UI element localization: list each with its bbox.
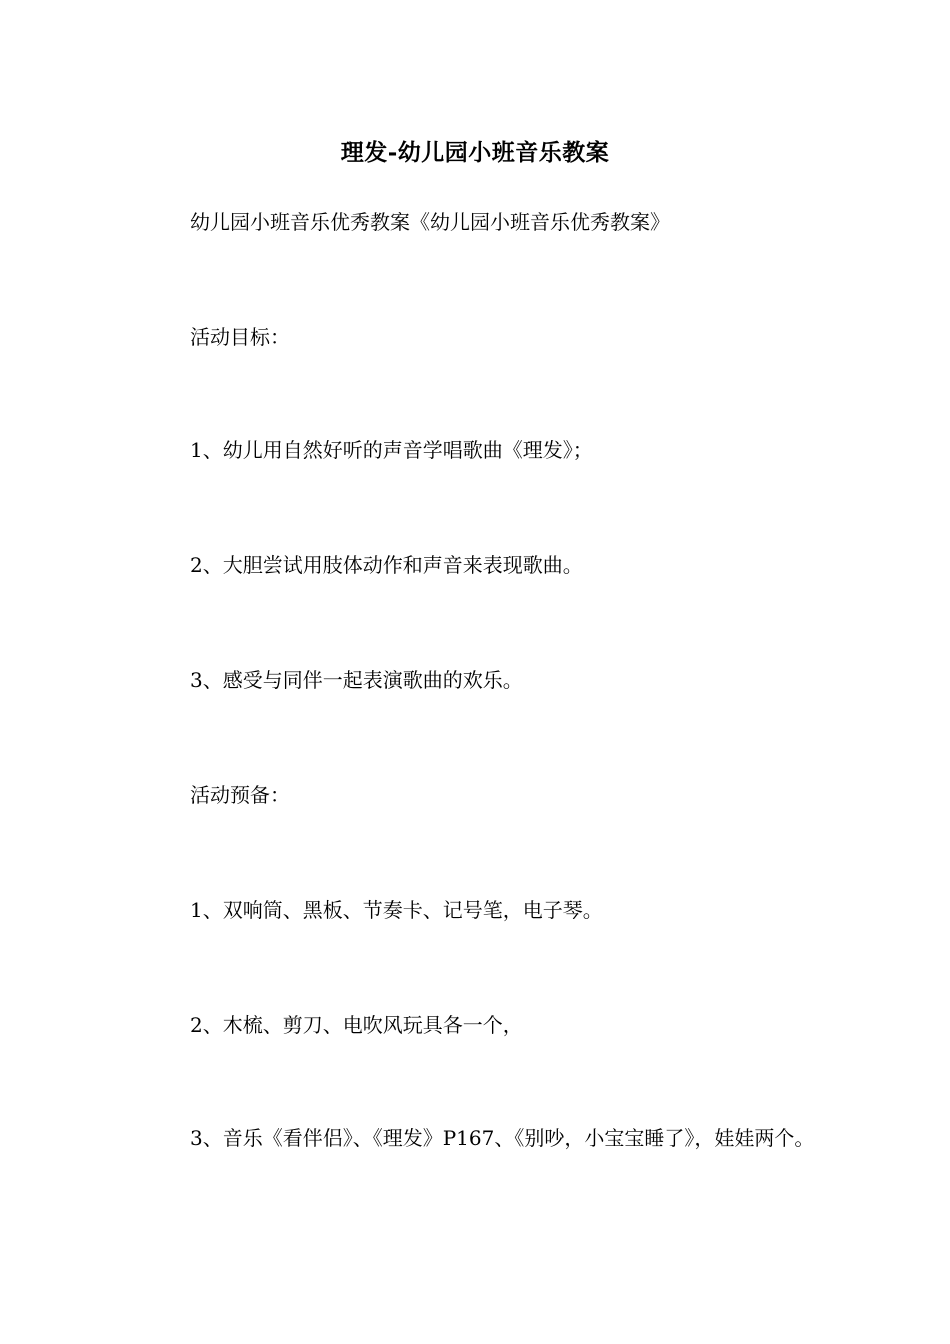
goal-item-2: 2、大胆尝试用肢体动作和声音来表现歌曲。 [190, 553, 583, 577]
section-heading-preparation: 活动预备： [190, 783, 290, 807]
prep-item-3: 3、音乐《看伴侣》、《理发》P167、《别吵，小宝宝睡了》，娃娃两个。 [190, 1126, 815, 1150]
prep-item-1: 1、双响筒、黑板、节奏卡、记号笔，电子琴。 [190, 898, 603, 922]
prep-item-2: 2、木梳、剪刀、电吹风玩具各一个， [190, 1013, 523, 1037]
goal-item-3: 3、感受与同伴一起表演歌曲的欢乐。 [190, 668, 523, 692]
document-title: 理发-幼儿园小班音乐教案 [340, 139, 610, 166]
intro-paragraph: 幼儿园小班音乐优秀教案《幼儿园小班音乐优秀教案》 [190, 210, 670, 234]
section-heading-goals: 活动目标： [190, 325, 290, 349]
goal-item-1: 1、幼儿用自然好听的声音学唱歌曲《理发》； [190, 438, 593, 462]
